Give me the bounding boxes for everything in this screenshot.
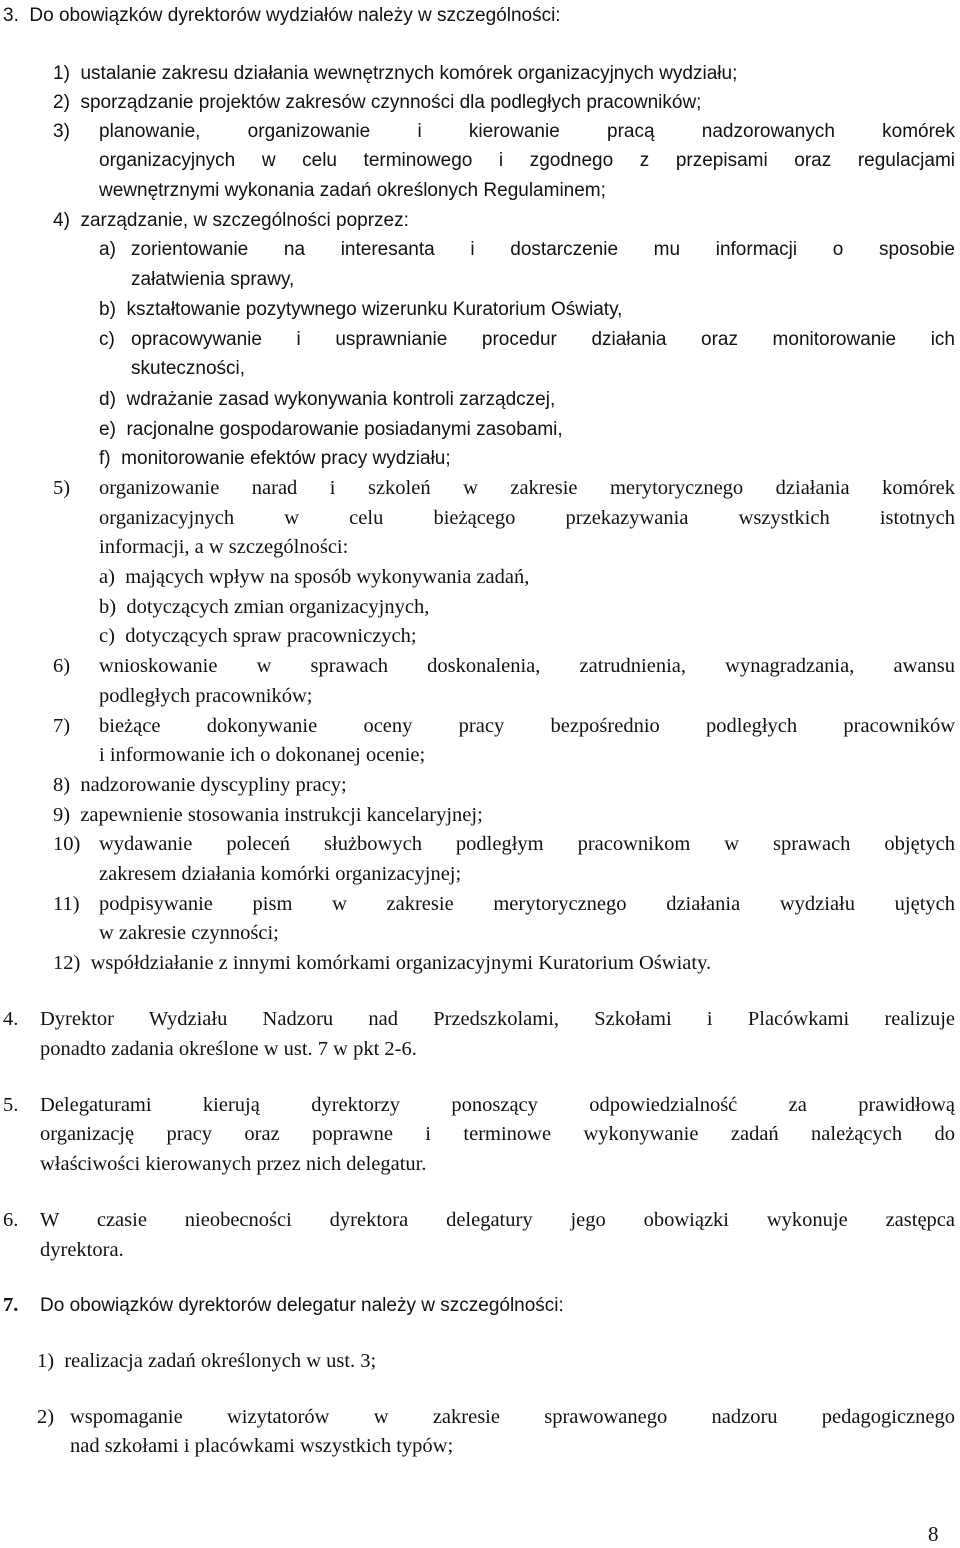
section-4-line: Dyrektor Wydziału Nadzoru nad Przedszkolami, Szkołami i Placówkami realizuje — [40, 1008, 955, 1030]
section-heading-text: Do obowiązków dyrektorów wydziałów należy w szczególności: — [29, 5, 561, 26]
list-item-number: 7) — [53, 715, 71, 737]
list-item-number: 6) — [53, 655, 71, 677]
list-item: 9) zapewnienie stosowania instrukcji kancelaryjnej; — [53, 804, 483, 826]
list-item-line: organizacyjnych w celu terminowego i zgodnego z przepisami oraz regulacjami — [99, 150, 955, 171]
section-5-line: właściwości kierowanych przez nich delegatur. — [40, 1153, 427, 1175]
list-item-line: bieżące dokonywanie oceny pracy bezpośrednio podległych pracowników — [99, 715, 955, 737]
list-item-number: 11) — [53, 893, 80, 915]
sub-item-number: c) — [99, 329, 115, 350]
sub-item: a) mających wpływ na sposób wykonywania zadań, — [99, 566, 530, 588]
sub-item: c) dotyczących spraw pracowniczych; — [99, 625, 417, 647]
list-item-line: organizowanie narad i szkoleń w zakresie merytorycznego działania komórek — [99, 477, 955, 499]
list-item: 12) współdziałanie z innymi komórkami organizacyjnymi Kuratorium Oświaty. — [53, 952, 712, 974]
list-item-line: wnioskowanie w sprawach doskonalenia, zatrudnienia, wynagradzania, awansu — [99, 655, 955, 677]
list-item: 1) ustalanie zakresu działania wewnętrznych komórek organizacyjnych wydziału; — [53, 63, 738, 84]
list-item-line: wspomaganie wizytatorów w zakresie sprawowanego nadzoru pedagogicznego — [70, 1406, 955, 1428]
section-6-line: W czasie nieobecności dyrektora delegatury jego obowiązki wykonuje zastępca — [40, 1209, 955, 1231]
section-5-number: 5. — [3, 1094, 19, 1116]
sub-item-line: zorientowanie na interesanta i dostarczenie mu informacji o sposobie — [131, 239, 955, 260]
sub-item-line: opracowywanie i usprawnianie procedur działania oraz monitorowanie ich — [131, 329, 955, 350]
section-4-number: 4. — [3, 1008, 19, 1030]
page-number: 8 — [928, 1522, 939, 1546]
sub-item-number: a) — [99, 239, 116, 260]
list-item-line: planowanie, organizowanie i kierowanie pracą nadzorowanych komórek — [99, 121, 955, 142]
section-3-heading — [3, 2, 561, 29]
sub-item: b) dotyczących zmian organizacyjnych, — [99, 596, 430, 618]
list-item-line: zakresem działania komórki organizacyjnej; — [99, 863, 462, 885]
list-item-number: 2) — [37, 1406, 55, 1428]
list-item-line: informacji, a w szczególności: — [99, 536, 349, 558]
list-item-line: w zakresie czynności; — [99, 922, 279, 944]
section-6-line: dyrektora. — [40, 1239, 124, 1261]
sub-item-line: załatwienia sprawy, — [131, 269, 295, 290]
section-7-heading: Do obowiązków dyrektorów delegatur należy w szczególności: — [40, 1295, 564, 1316]
list-item-line: wydawanie poleceń służbowych podległym pracownikom w sprawach objętych — [99, 833, 955, 855]
sub-item: e) racjonalne gospodarowanie posiadanymi zasobami, — [99, 419, 563, 440]
list-item-line: podpisywanie pism w zakresie merytorycznego działania wydziału ujętych — [99, 893, 955, 915]
section-4-line: ponadto zadania określone w ust. 7 w pkt 2-6. — [40, 1038, 417, 1060]
list-item: 2) sporządzanie projektów zakresów czynności dla podległych pracowników; — [53, 92, 702, 113]
list-item: 4) zarządzanie, w szczególności poprzez: — [53, 210, 409, 231]
list-item-number: 10) — [53, 833, 81, 855]
sub-item-line: skuteczności, — [131, 358, 246, 379]
section-6-number: 6. — [3, 1209, 19, 1231]
section-5-line: Delegaturami kierują dyrektorzy ponoszący odpowiedzialność za prawidłową — [40, 1094, 955, 1116]
list-item-number: 3) — [53, 121, 70, 142]
list-item-line: wewnętrznymi wykonania zadań określonych Regulaminem; — [99, 180, 606, 201]
list-item-line: podległych pracowników; — [99, 685, 313, 707]
list-item-line: organizacyjnych w celu bieżącego przekazywania wszystkich istotnych — [99, 507, 955, 529]
list-item: 8) nadzorowanie dyscypliny pracy; — [53, 774, 347, 796]
list-item-line: nad szkołami i placówkami wszystkich typów; — [70, 1435, 454, 1457]
list-item-line: i informowanie ich o dokonanej ocenie; — [99, 744, 426, 766]
list-item: 1) realizacja zadań określonych w ust. 3; — [37, 1350, 377, 1372]
list-item-number: 5) — [53, 477, 71, 499]
sub-item: d) wdrażanie zasad wykonywania kontroli zarządczej, — [99, 389, 556, 410]
section-7-number: 7. — [3, 1294, 19, 1316]
section-number: 3. — [3, 5, 19, 26]
sub-item: f) monitorowanie efektów pracy wydziału; — [99, 448, 451, 469]
sub-item: b) kształtowanie pozytywnego wizerunku Kuratorium Oświaty, — [99, 299, 623, 320]
section-5-line: organizację pracy oraz poprawne i terminowe wykonywanie zadań należących do — [40, 1123, 955, 1145]
